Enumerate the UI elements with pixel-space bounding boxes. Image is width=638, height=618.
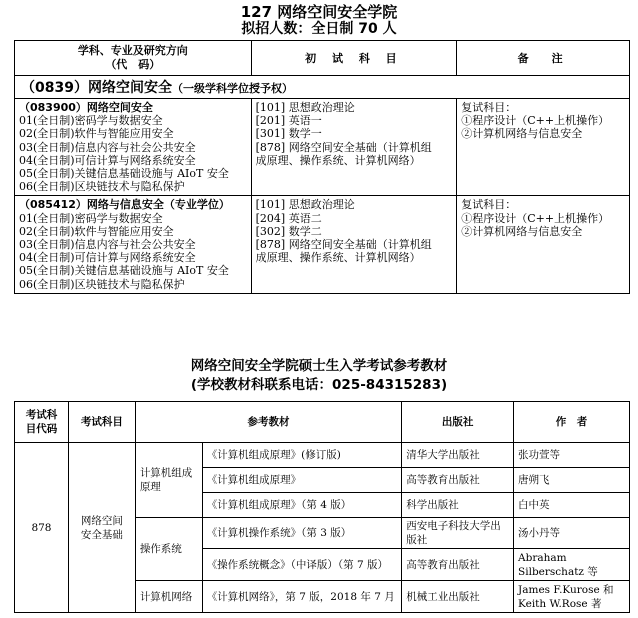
book-title: 《计算机操作系统》（第 3 版） [202,518,402,549]
group-os: 操作系统 [135,518,202,581]
book-publisher: 高等教育出版社 [402,549,514,581]
major-row: （0839）网络空间安全（一级学科学位授予权） [15,76,630,99]
admissions-header-row [15,41,630,76]
book-publisher: 高等教育出版社 [402,468,514,493]
book-publisher: 清华大学出版社 [402,443,514,468]
book-author: 汤小丹等 [514,518,630,549]
book-publisher: 西安电子科技大学出版社 [402,518,514,549]
header-code: 考试科 目代码 [15,402,69,443]
book-title: 《操作系统概念》（中译版）（第 7 版） [202,549,402,581]
book-author: 白中英 [514,493,630,518]
enrollment-quota: 拟招人数：全日制 70 人 [241,21,397,37]
book-title: 《计算机组成原理》(修订版) [202,443,402,468]
book-author: 张功萱等 [514,443,630,468]
textbooks-title: 网络空间安全学院硕士生入学考试参考教材 [190,358,448,374]
book-author: James F.Kurose 和 Keith W.Rose 著 [514,581,630,613]
program-directions: （085412）网络与信息安全（专业学位） 01(全日制)密码学与数据安全 02(全日制)软件与智能应用安全 03(全日制)信息内容与社会公共安全 04(全日制)可信计算与网络系统安全 05(全日制)关键信息基础设施与 AIoT 安全 06(全日制)区块链技术与隐私保护 [15,196,252,293]
table-row [15,443,630,468]
program-directions: （083900）网络空间安全 01(全日制)密码学与数据安全 02(全日制)软件与智能应用安全 03(全日制)信息内容与社会公共安全 04(全日制)可信计算与网络系统安全 05(全日制)关键信息基础设施与 AIoT 安全 06(全日制)区块链技术与隐私保护 [15,99,252,196]
header-author: 作 者 [514,402,630,443]
exam-code: 878 [15,443,69,613]
header-major: 学科、专业及研究方向 （代 码） [15,41,252,76]
program-row [15,196,630,293]
header-exams: 初 试 科 目 [251,41,457,76]
book-title: 《计算机组成原理》（第 4 版） [202,493,402,518]
book-author: 唐朔飞 [514,468,630,493]
program-remarks: 复试科目： ①程序设计（C++上机操作） ②计算机网络与信息安全 [457,99,630,196]
book-author: Abraham Silberschatz 等 [514,549,630,581]
header-subject: 考试科目 [68,402,135,443]
book-title: 《计算机组成原理》 [202,468,402,493]
college-title: 127 网络空间安全学院 [240,3,398,21]
textbooks-header-row [15,402,630,443]
textbooks-phone: (学校教材科联系电话：025-84315283) [190,377,448,393]
program-row [15,99,630,196]
book-title: 《计算机网络》，第 7 版，2018 年 7 月 [202,581,402,613]
exam-subject: 网络空间 安全基础 [68,443,135,613]
program-exams: [101] 思想政治理论 [201] 英语一 [301] 数学一 [878] 网络空间安全基础（计算机组 成原理、操作系统、计算机网络） [251,99,457,196]
group-network: 计算机网络 [135,581,202,613]
book-publisher: 科学出版社 [402,493,514,518]
book-publisher: 机械工业出版社 [402,581,514,613]
textbooks-table [14,401,630,613]
header-publisher: 出版社 [402,402,514,443]
group-organization: 计算机组成 原理 [135,443,202,518]
program-remarks: 复试科目： ①程序设计（C++上机操作） ②计算机网络与信息安全 [457,196,630,293]
header-remarks: 备 注 [457,41,630,76]
header-books: 参考教材 [135,402,401,443]
program-exams: [101] 思想政治理论 [204] 英语二 [302] 数学二 [878] 网络空间安全基础（计算机组 成原理、操作系统、计算机网络） [251,196,457,293]
admissions-table [14,40,630,294]
